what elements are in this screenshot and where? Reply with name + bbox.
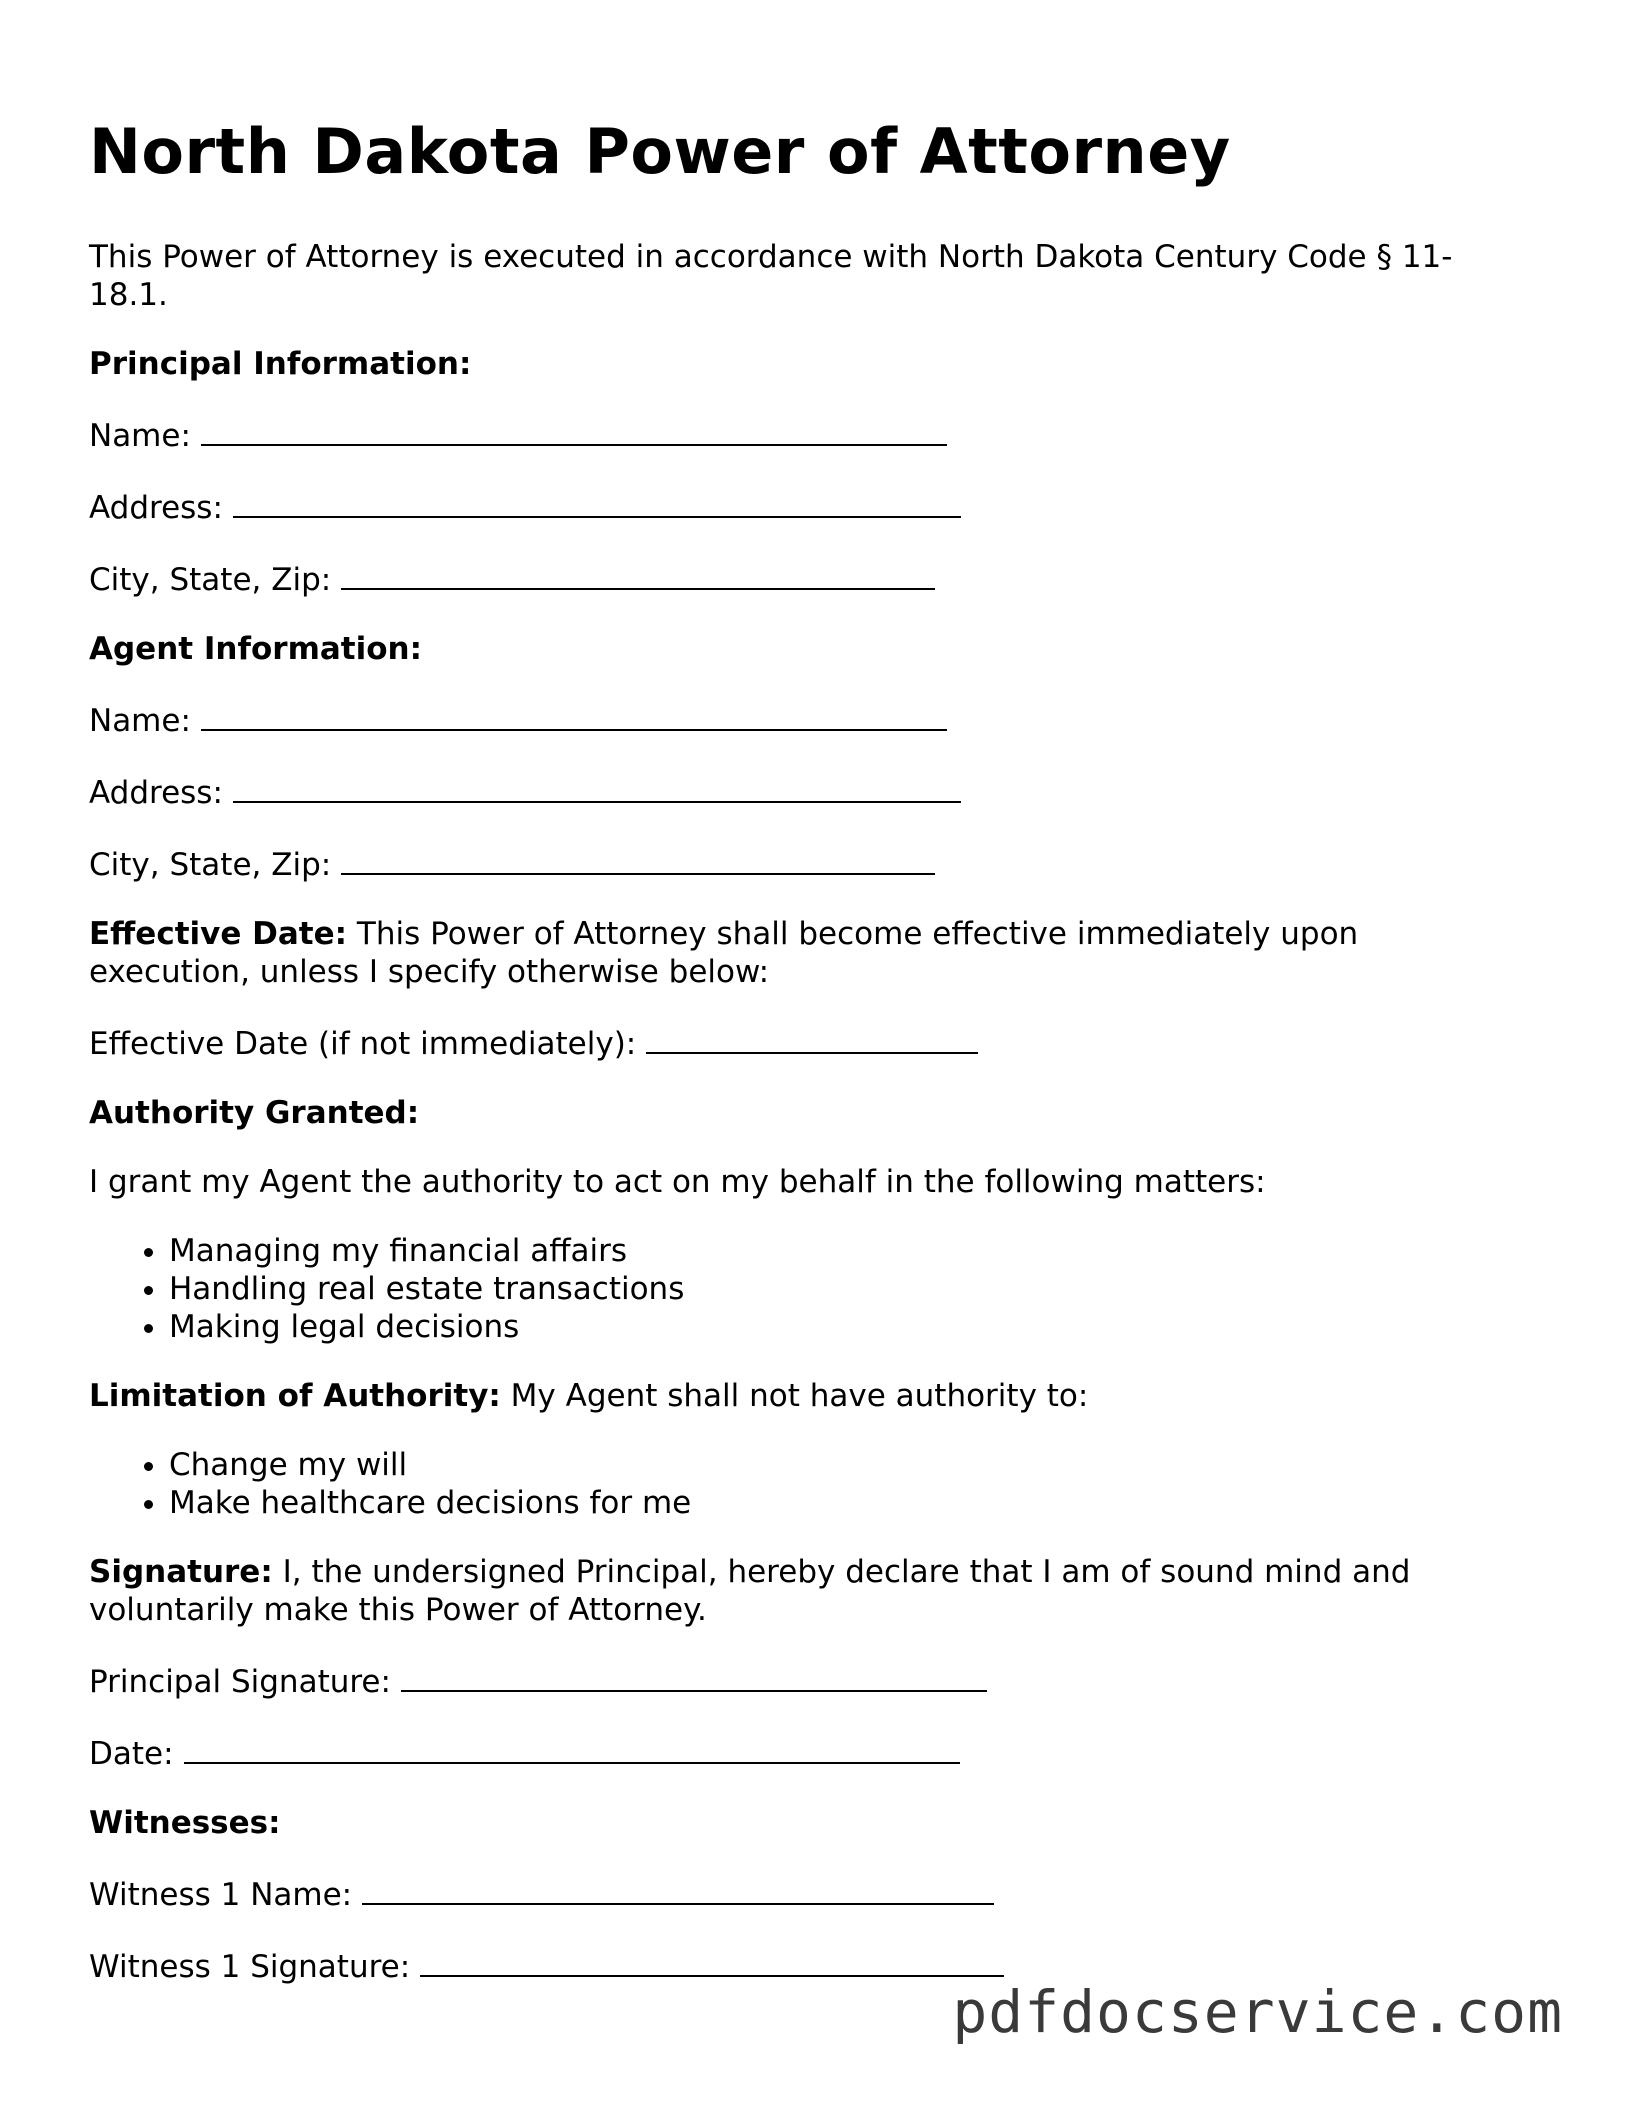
signature-paragraph (89, 1553, 1509, 1629)
principal-name-field (89, 414, 1509, 455)
principal-name-blank[interactable] (201, 414, 947, 446)
authority-list (89, 1232, 1509, 1346)
limitation-list (89, 1446, 1509, 1522)
principal-signature-field (89, 1660, 1509, 1701)
principal-name-label: Name: (89, 418, 191, 454)
principal-address-blank[interactable] (233, 486, 961, 518)
signature-date-label: Date: (89, 1736, 174, 1772)
agent-name-label: Name: (89, 703, 191, 739)
principal-city-label: City, State, Zip: (89, 562, 332, 598)
principal-city-blank[interactable] (341, 558, 935, 590)
list-item: • Make healthcare decisions for me (169, 1484, 1509, 1522)
intro-paragraph: This Power of Attorney is executed in accordance with North Dakota Century Code § 11-18.1. (89, 239, 1453, 313)
signature-date-field (89, 1732, 1509, 1773)
agent-city-blank[interactable] (341, 843, 935, 875)
list-item: • Change my will (169, 1446, 1509, 1484)
agent-heading: Agent Information: (89, 631, 422, 667)
effective-heading: Effective Date: (89, 916, 348, 952)
limitation-heading: Limitation of Authority: (89, 1378, 501, 1414)
effective-paragraph (89, 915, 1509, 991)
document-title: North Dakota Power of Attorney (89, 115, 1231, 188)
principal-signature-label: Principal Signature: (89, 1664, 391, 1700)
limitation-text: My Agent shall not have authority to: (500, 1378, 1089, 1414)
agent-city-field (89, 843, 1509, 884)
principal-address-field (89, 486, 1509, 527)
signature-heading: Signature: (89, 1554, 273, 1590)
principal-city-field (89, 558, 1509, 599)
agent-address-field (89, 771, 1509, 812)
effective-date-label: Effective Date (if not immediately): (89, 1026, 637, 1062)
effective-text: This Power of Attorney shall become effective immediately upon execution, unless I specify otherwise below: (89, 916, 1359, 990)
limitation-paragraph (89, 1377, 1509, 1415)
witness1-signature-blank[interactable] (420, 1945, 1004, 1977)
witness1-name-field (89, 1873, 1509, 1914)
authority-heading: Authority Granted: (89, 1095, 420, 1131)
agent-name-blank[interactable] (201, 699, 947, 731)
principal-signature-blank[interactable] (401, 1660, 987, 1692)
witness1-signature-label: Witness 1 Signature: (89, 1949, 411, 1985)
principal-heading: Principal Information: (89, 346, 472, 382)
list-item: • Managing my financial affairs (169, 1232, 1509, 1270)
agent-address-blank[interactable] (233, 771, 961, 803)
agent-address-label: Address: (89, 775, 223, 811)
witness1-name-blank[interactable] (362, 1873, 994, 1905)
witnesses-heading: Witnesses: (89, 1805, 281, 1841)
list-item: • Making legal decisions (169, 1308, 1509, 1346)
signature-text: I, the undersigned Principal, hereby declare that I am of sound mind and voluntarily make this Power of Attorney. (89, 1554, 1411, 1628)
witness1-name-label: Witness 1 Name: (89, 1877, 353, 1913)
agent-name-field (89, 699, 1509, 740)
authority-text: I grant my Agent the authority to act on my behalf in the following matters: (89, 1164, 1266, 1200)
list-item: • Handling real estate transactions (169, 1270, 1509, 1308)
effective-date-field (89, 1022, 1509, 1063)
principal-address-label: Address: (89, 490, 223, 526)
watermark-text: pdfdocservice.com (952, 1978, 1563, 2046)
agent-city-label: City, State, Zip: (89, 847, 332, 883)
effective-date-blank[interactable] (646, 1022, 978, 1054)
document-page (89, 110, 1509, 2017)
signature-date-blank[interactable] (184, 1732, 960, 1764)
